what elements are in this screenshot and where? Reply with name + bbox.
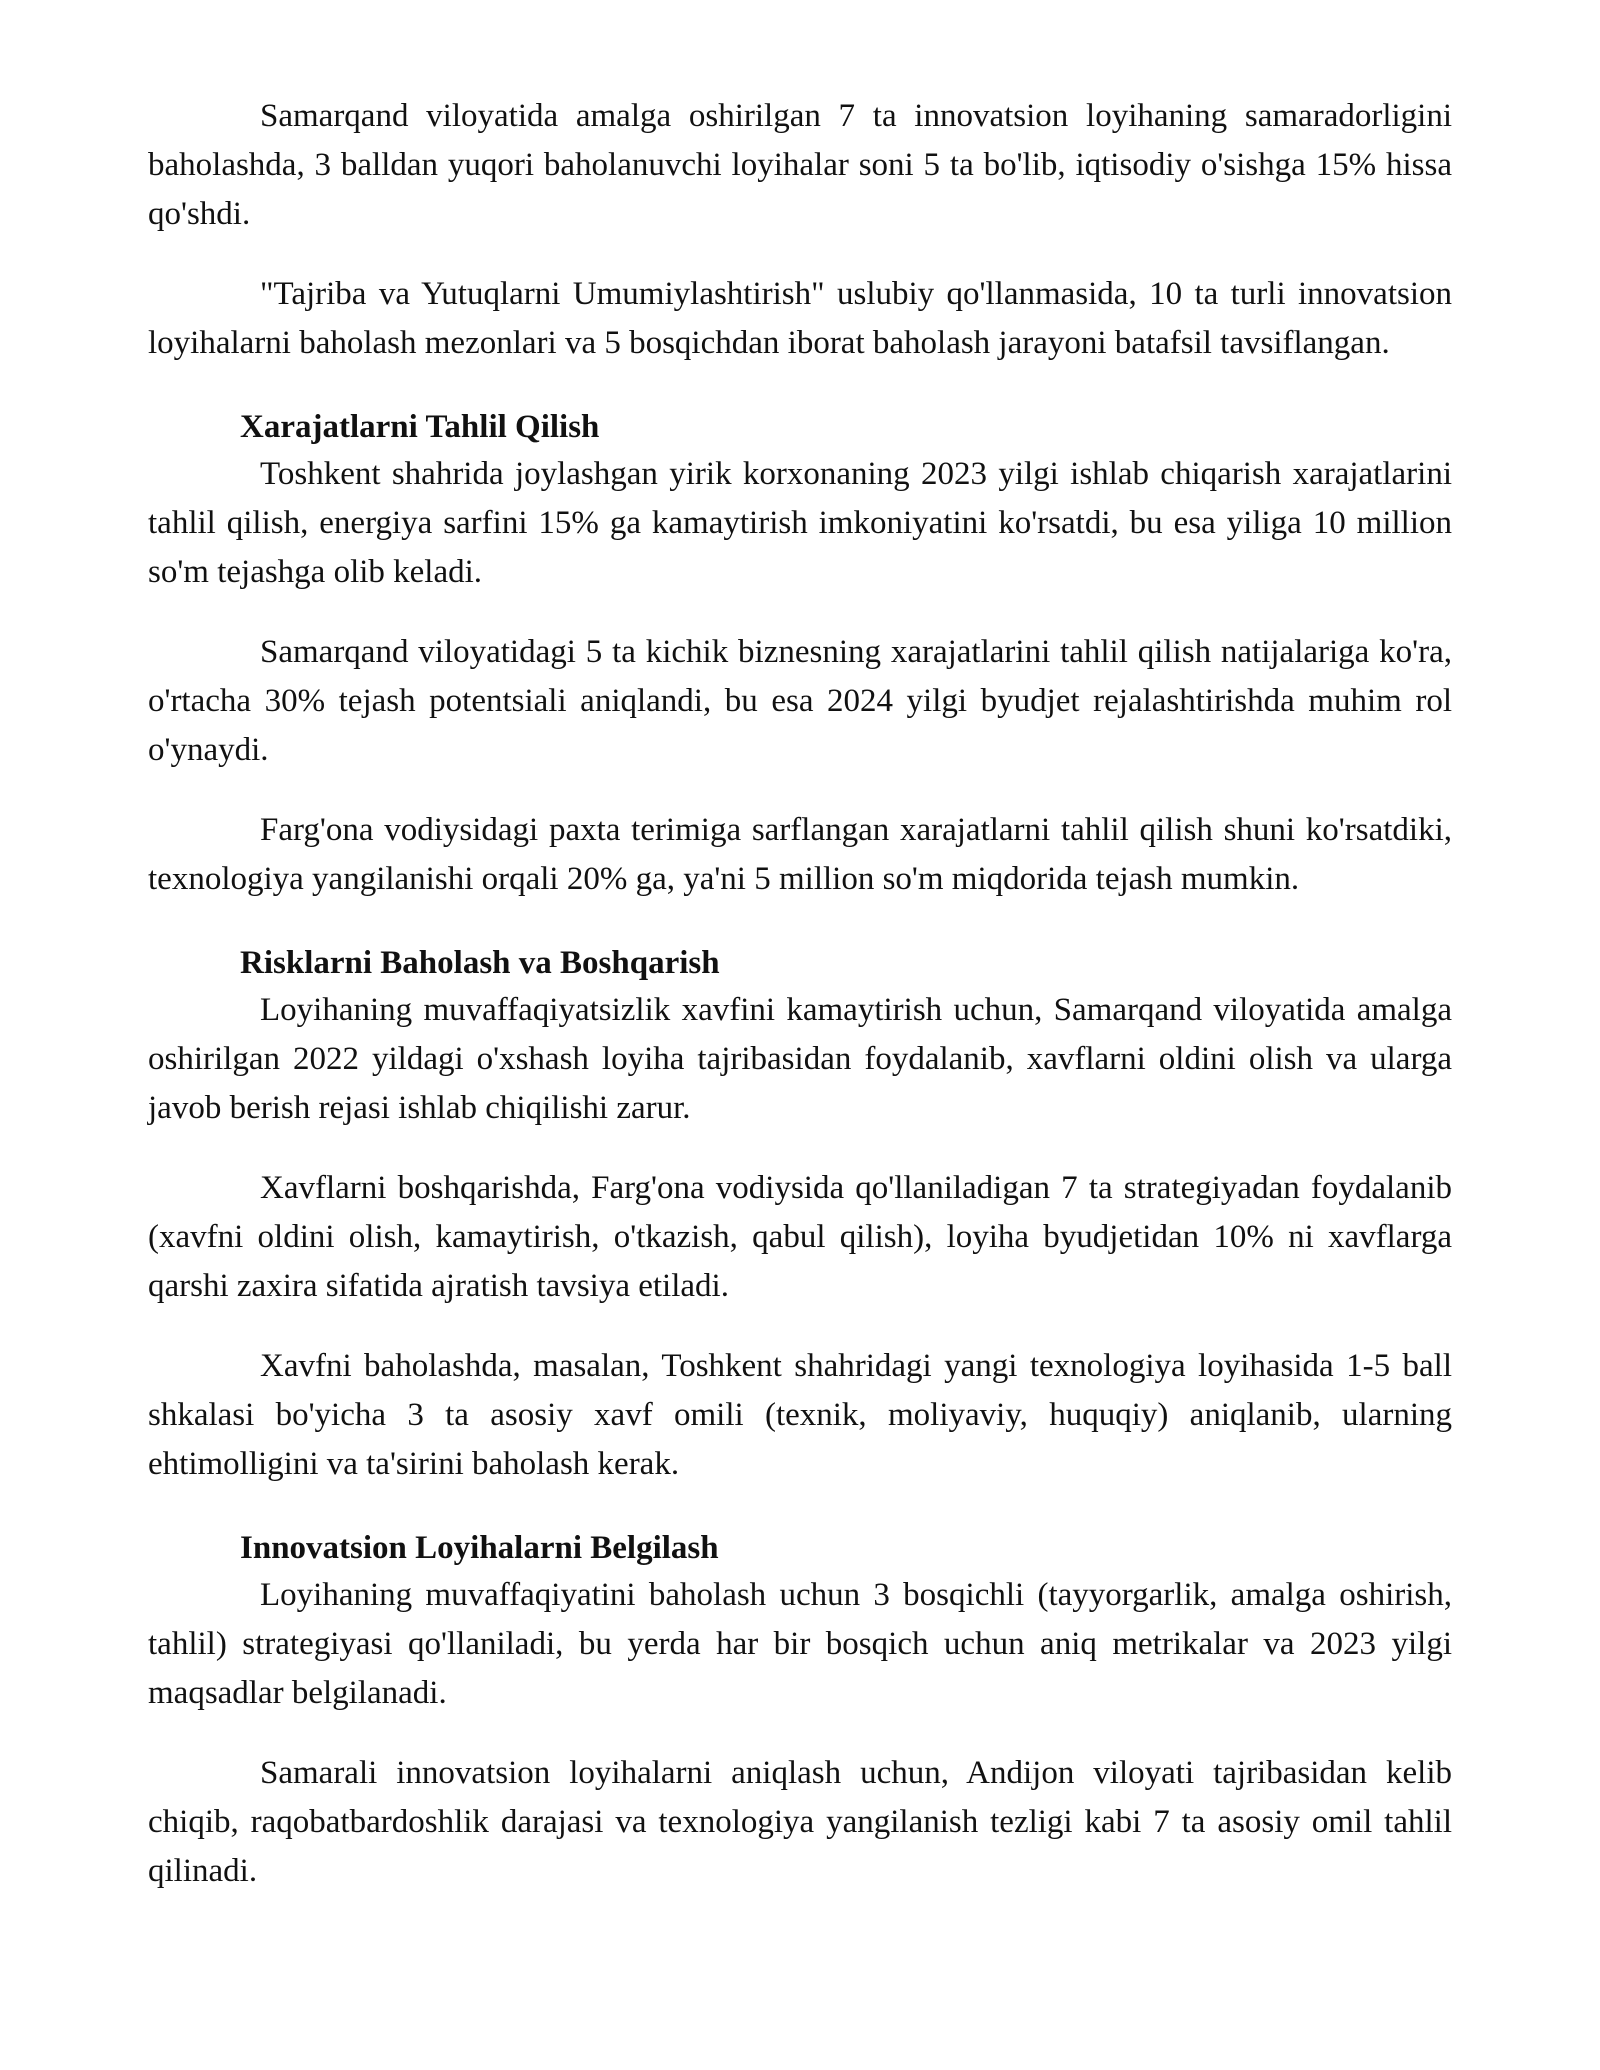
paragraph-costs-1: Toshkent shahrida joylashgan yirik korxonaning 2023 yilgi ishlab chiqarish xarajatlarini tahlil qilish, energiya sarfini 15% ga kamaytirish imkoniyatini ko'rsatdi, bu esa yiliga 10 million so'm tejashga olib keladi. bbox=[148, 456, 1452, 590]
paragraph-intro-1: Samarqand viloyatida amalga oshirilgan 7 ta innovatsion loyihaning samaradorligini baholashda, 3 balldan yuqori baholanuvchi loyihalar soni 5 ta bo'lib, iqtisodiy o'sishga 15% hissa qo'shdi. bbox=[148, 98, 1452, 232]
paragraph-risks-3: Xavfni baholashda, masalan, Toshkent shahridagi yangi texnologiya loyihasida 1-5 ball shkalasi bo'yicha 3 ta asosiy xavf omili (texnik, moliyaviy, huquqiy) aniqlanib, ularning ehtimolligini va ta'sirini baholash kerak. bbox=[148, 1348, 1452, 1482]
section-heading-risks: Risklarni Baholash va Boshqarish bbox=[240, 945, 720, 981]
paragraph-costs-3: Farg'ona vodiysidagi paxta terimiga sarflangan xarajatlarni tahlil qilish shuni ko'rsatdiki, texnologiya yangilanishi orqali 20% ga, ya'ni 5 million so'm miqdorida tejash mumkin. bbox=[148, 812, 1452, 897]
document-page bbox=[148, 92, 1452, 1896]
paragraph-intro-2: "Tajriba va Yutuqlarni Umumiylashtirish" uslubiy qo'llanmasida, 10 ta turli innovatsion loyihalarni baholash mezonlari va 5 bosqichdan iborat baholash jarayoni batafsil tavsiflangan. bbox=[148, 276, 1452, 361]
section-spacer bbox=[148, 368, 1452, 404]
paragraph-risks-2: Xavflarni boshqarishda, Farg'ona vodiysida qo'llaniladigan 7 ta strategiyadan foydalanib (xavfni oldini olish, kamaytirish, o'tkazish, qabul qilish), loyiha byudjetidan 10% ni xavflarga qarshi zaxira sifatida ajratish tavsiya etiladi. bbox=[148, 1170, 1452, 1304]
section-heading-innovation: Innovatsion Loyihalarni Belgilash bbox=[240, 1530, 719, 1566]
section-heading-costs: Xarajatlarni Tahlil Qilish bbox=[240, 409, 600, 445]
paragraph-innovation-1: Loyihaning muvaffaqiyatini baholash uchun 3 bosqichli (tayyorgarlik, amalga oshirish, tahlil) strategiyasi qo'llaniladi, bu yerda har bir bosqich uchun aniq metrikalar va 2023 yilgi maqsadlar belgilanadi. bbox=[148, 1577, 1452, 1711]
section-spacer bbox=[148, 904, 1452, 940]
section-spacer bbox=[148, 1489, 1452, 1525]
paragraph-innovation-2: Samarali innovatsion loyihalarni aniqlash uchun, Andijon viloyati tajribasidan kelib chiqib, raqobatbardoshlik darajasi va texnologiya yangilanish tezligi kabi 7 ta asosiy omil tahlil qilinadi. bbox=[148, 1755, 1452, 1889]
paragraph-costs-2: Samarqand viloyatidagi 5 ta kichik biznesning xarajatlarini tahlil qilish natijalariga ko'ra, o'rtacha 30% tejash potentsiali aniqlandi, bu esa 2024 yilgi byudjet rejalashtirishda muhim rol o'ynaydi. bbox=[148, 634, 1452, 768]
paragraph-risks-1: Loyihaning muvaffaqiyatsizlik xavfini kamaytirish uchun, Samarqand viloyatida amalga oshirilgan 2022 yildagi o'xshash loyiha tajribasidan foydalanib, xavflarni oldini olish va ularga javob berish rejasi ishlab chiqilishi zarur. bbox=[148, 992, 1452, 1126]
